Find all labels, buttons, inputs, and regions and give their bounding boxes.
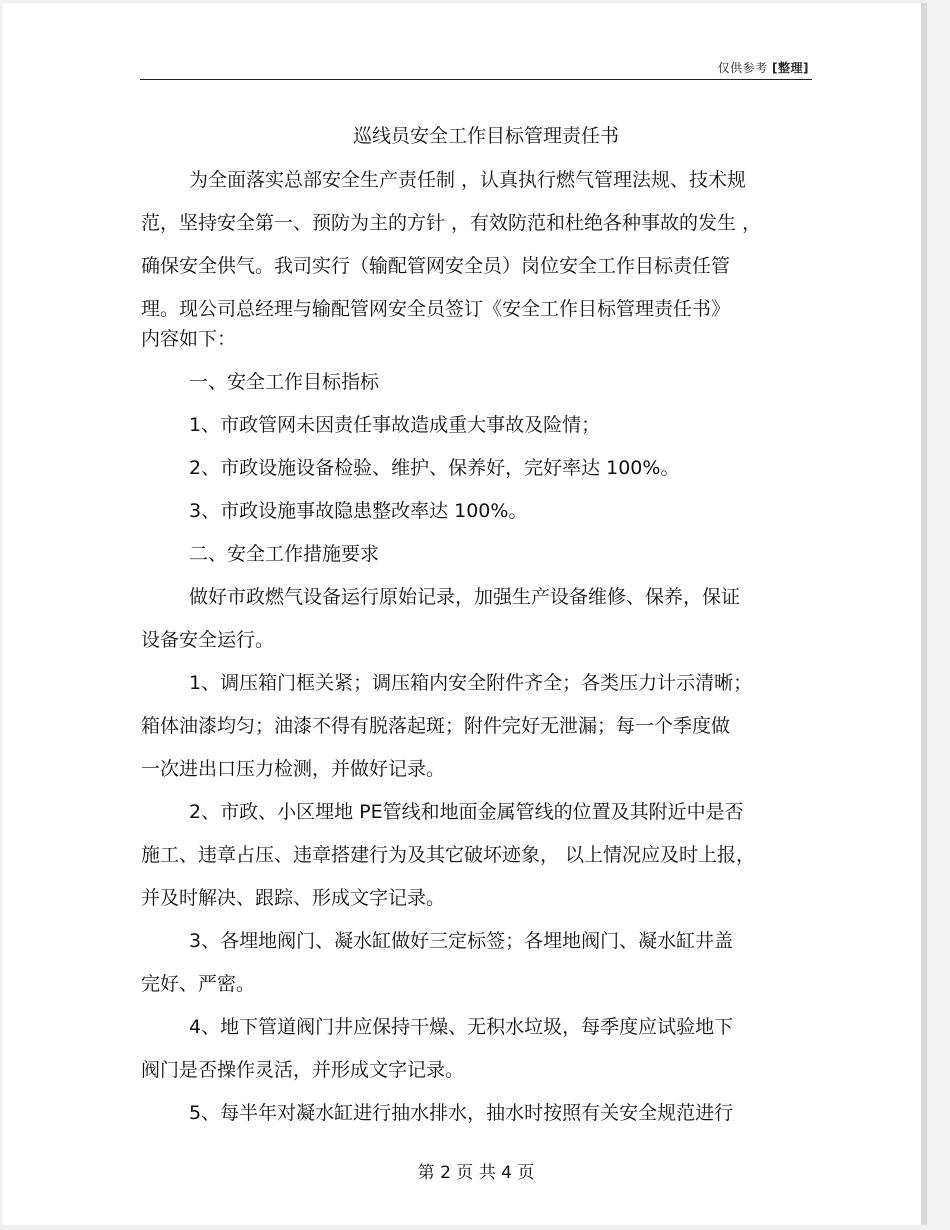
body-line: 一次进出口压力检测，并做好记录。	[141, 758, 446, 780]
body-line: 施工、违章占压、违章搭建行为及其它破坏迹象， 以上情况应及时上报，	[141, 844, 756, 866]
section-heading: 二、安全工作措施要求	[189, 543, 380, 565]
list-item: 3、市政设施事故隐患整改率达 100%。	[189, 500, 528, 522]
list-item: 1、市政管网未因责任事故造成重大事故及险情；	[189, 414, 601, 436]
document-title: 巡线员安全工作目标管理责任书	[352, 125, 619, 147]
list-item: 3、各埋地阀门、凝水缸做好三定标签；各埋地阀门、凝水缸井盖	[189, 930, 734, 952]
document-page	[3, 3, 921, 1225]
header-divider	[140, 79, 812, 80]
body-line: 范，坚持安全第一、预防为主的方针 ，有效防范和杜绝各种事故的发生 ，	[141, 212, 762, 234]
list-item: 1、调压箱门框关紧；调压箱内安全附件齐全；各类压力计示清晰；	[189, 672, 753, 694]
list-item: 2、市政设施设备检验、维护、保养好，完好率达 100%。	[189, 457, 680, 479]
body-line: 为全面落实总部安全生产责任制 ，认真执行燃气管理法规、技术规	[189, 169, 747, 191]
body-line: 阀门是否操作灵活，并形成文字记录。	[141, 1059, 465, 1081]
header-note-text: 仅供参考	[717, 61, 768, 75]
page-number: 第 2 页 共 4 页	[417, 1163, 535, 1183]
body-line: 做好市政燃气设备运行原始记录，加强生产设备维修、保养，保证	[189, 586, 741, 608]
page-shadow	[921, 3, 927, 1225]
body-line: 确保安全供气。我司实行（输配管网安全员）岗位安全工作目标责任管	[141, 255, 731, 277]
body-line: 并及时解决、跟踪、形成文字记录。	[141, 887, 446, 909]
header-note-tag: [整理]	[772, 61, 809, 75]
body-line: 理。现公司总经理与输配管网安全员签订《安全工作目标管理责任书》	[141, 298, 731, 320]
body-line: 完好、严密。	[141, 973, 256, 995]
section-heading: 一、安全工作目标指标	[189, 371, 380, 393]
list-item: 4、地下管道阀门井应保持干燥、无积水垃圾，每季度应试验地下	[189, 1016, 734, 1038]
body-line: 内容如下：	[141, 328, 237, 350]
body-line: 箱体油漆均匀；油漆不得有脱落起斑；附件完好无泄漏；每一个季度做	[141, 715, 731, 737]
body-line: 设备安全运行。	[141, 629, 275, 651]
list-item: 2、市政、小区埋地 PE管线和地面金属管线的位置及其附近中是否	[189, 801, 744, 823]
header-note	[718, 59, 809, 76]
document-body	[141, 159, 801, 1135]
list-item: 5、每半年对凝水缸进行抽水排水，抽水时按照有关安全规范进行	[189, 1102, 734, 1124]
